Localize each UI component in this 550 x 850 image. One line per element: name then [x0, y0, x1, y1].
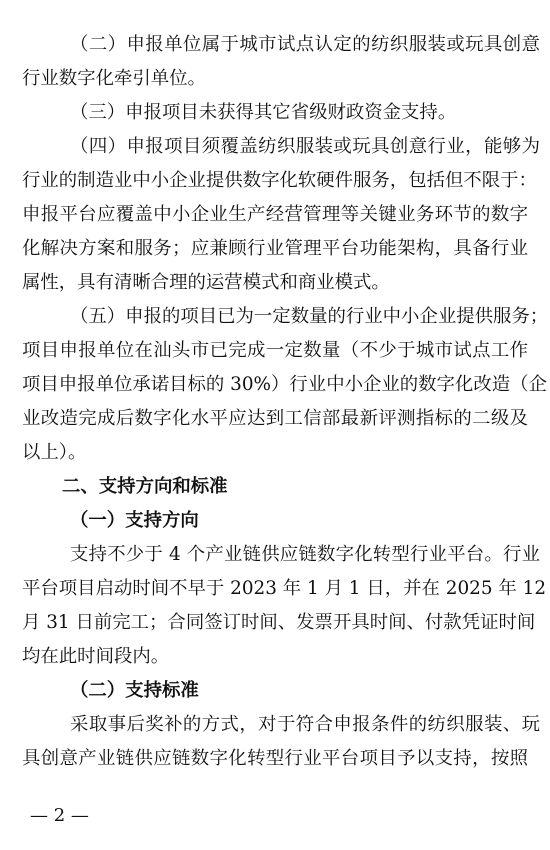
text-line: 属性，具有清晰合理的运营模式和商业模式。: [22, 272, 390, 293]
text-line: 月 31 日前完工；合同签订时间、发票开具时间、付款凭证时间: [22, 612, 536, 633]
text-line: 项目申报单位承诺目标的 30%）行业中小企业的数字化改造（企: [22, 374, 547, 395]
text-line: （五）申报的项目已为一定数量的行业中小企业提供服务；: [70, 306, 549, 327]
text-line: 均在此时间段内。: [22, 646, 170, 667]
text-line: 平台项目启动时间不早于 2023 年 1 月 1 日，并在 2025 年 12: [22, 578, 547, 599]
text-line: 项目申报单位在汕头市已完成一定数量（不少于城市试点工作: [22, 340, 528, 361]
section-heading: 二、支持方向和标准: [62, 476, 228, 497]
text-line: 行业的制造业中小企业提供数字化软硬件服务，包括但不限于：: [22, 170, 537, 191]
text-line: 化解决方案和服务；应兼顾行业管理平台功能架构，具备行业: [22, 238, 528, 259]
text-line: 行业数字化牵引单位。: [22, 68, 206, 89]
text-line: 具创意产业链供应链数字化转型行业平台项目予以支持，按照: [22, 748, 528, 769]
text-line: （四）申报项目须覆盖纺织服装或玩具创意行业，能够为: [70, 136, 540, 157]
page-number: — 2 —: [30, 805, 89, 826]
text-line: 以上）。: [22, 442, 87, 463]
subsection-heading: （一）支持方向: [70, 510, 199, 531]
text-line: 采取事后奖补的方式，对于符合申报条件的纺织服装、玩: [70, 714, 540, 735]
subsection-heading: （二）支持标准: [70, 680, 199, 701]
text-line: （二）申报单位属于城市试点认定的纺织服装或玩具创意: [70, 34, 540, 55]
text-line: 支持不少于 4 个产业链供应链数字化转型行业平台。行业: [70, 544, 540, 565]
text-line: 申报平台应覆盖中小企业生产经营管理等关键业务环节的数字: [22, 204, 528, 225]
text-line: 业改造完成后数字化水平应达到工信部最新评测指标的二级及: [22, 408, 528, 429]
text-line: （三）申报项目未获得其它省级财政资金支持。: [70, 102, 457, 123]
